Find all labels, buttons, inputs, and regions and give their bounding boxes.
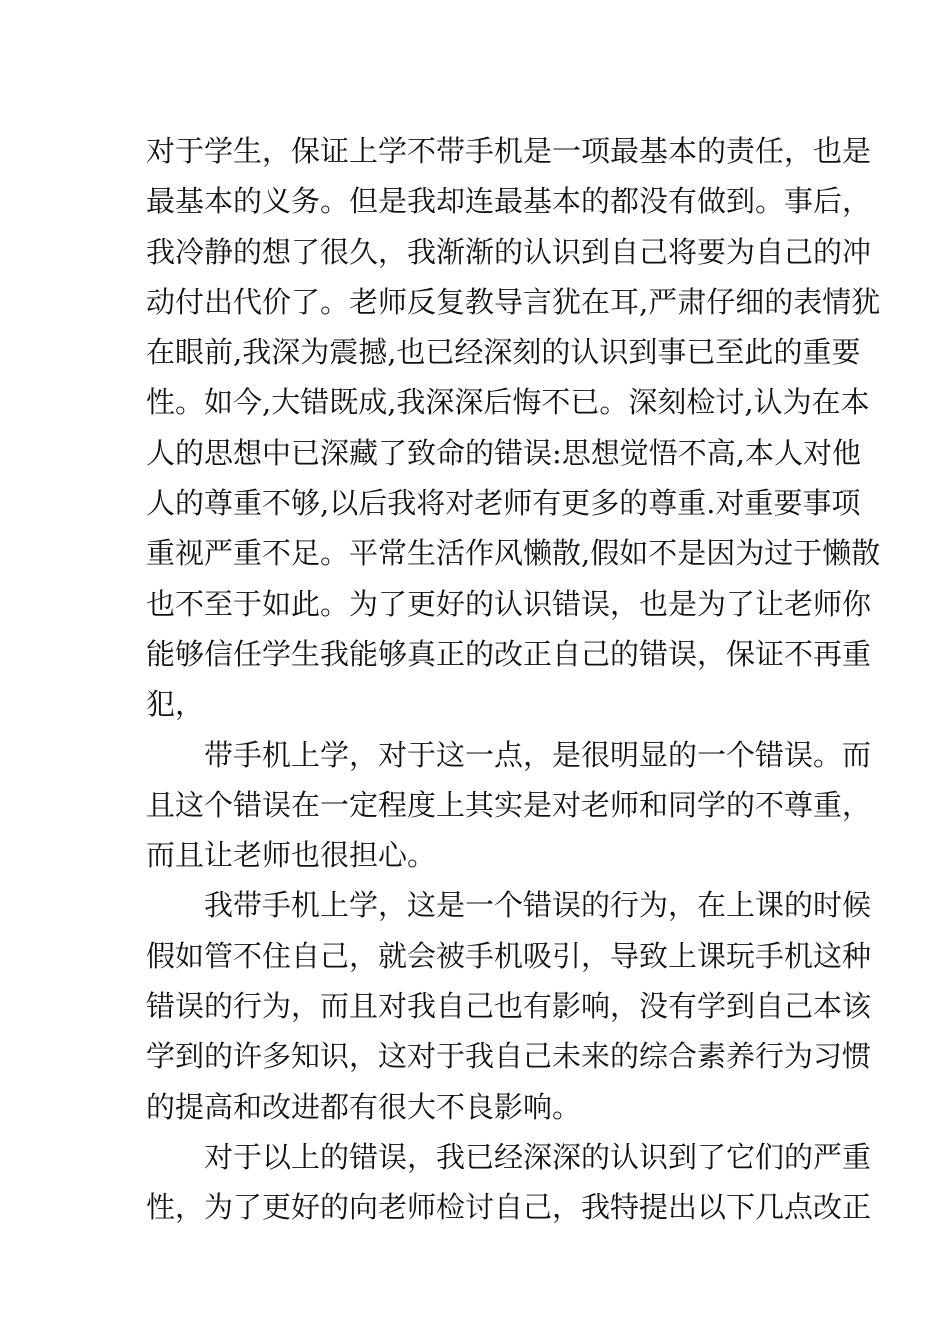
text-line: 动付出代价了。老师反复教导言犹在耳,严肃仔细的表情犹 [146, 284, 881, 319]
paragraph-4 [146, 1132, 872, 1233]
text-line: 错误的行为，而且对我自己也有影响，没有学到自己本该 [146, 989, 872, 1024]
paragraph-3 [146, 880, 872, 1131]
text-line: 人的思想中已深藏了致命的错误:思想觉悟不高,本人对他 [146, 435, 861, 470]
text-line: 带手机上学，对于这一点，是很明显的一个错误。而 [146, 737, 872, 772]
text-line: 重视严重不足。平常生活作风懒散,假如不是因为过于懒散 [146, 536, 881, 571]
text-line: 人的尊重不够,以后我将对老师有更多的尊重.对重要事项 [146, 486, 861, 521]
text-line: 犯， [146, 687, 205, 722]
document-body [146, 126, 881, 1233]
text-line: 能够信任学生我能够真正的改正自己的错误，保证不再重 [146, 636, 872, 671]
text-line: 性，为了更好的向老师检讨自己，我特提出以下几点改正 [146, 1190, 872, 1225]
text-line: 且这个错误在一定程度上其实是对老师和同学的不尊重， [146, 787, 872, 822]
text-line: 学到的许多知识，这对于我自己未来的综合素养行为习惯 [146, 1039, 872, 1074]
text-line: 在眼前,我深为震撼,也已经深刻的认识到事已至此的重要 [146, 335, 861, 370]
text-line: 性。如今,大错既成,我深深后悔不已。深刻检讨,认为在本 [146, 385, 870, 420]
text-line: 假如管不住自己，就会被手机吸引，导致上课玩手机这种 [146, 938, 872, 973]
text-line: 的提高和改进都有很大不良影响。 [146, 1089, 582, 1124]
paragraph-1 [146, 126, 881, 730]
text-line: 我冷静的想了很久，我渐渐的认识到自己将要为自己的冲 [146, 234, 872, 269]
text-line: 我带手机上学，这是一个错误的行为，在上课的时候 [146, 888, 872, 923]
text-line: 对于以上的错误，我已经深深的认识到了它们的严重 [146, 1139, 872, 1174]
text-line: 也不至于如此。为了更好的认识错误，也是为了让老师你 [146, 586, 872, 621]
text-line: 最基本的义务。但是我却连最基本的都没有做到。事后， [146, 184, 872, 219]
paragraph-2 [146, 730, 872, 881]
text-line: 而且让老师也很担心。 [146, 838, 437, 873]
text-line: 对于学生，保证上学不带手机是一项最基本的责任，也是 [146, 134, 872, 168]
